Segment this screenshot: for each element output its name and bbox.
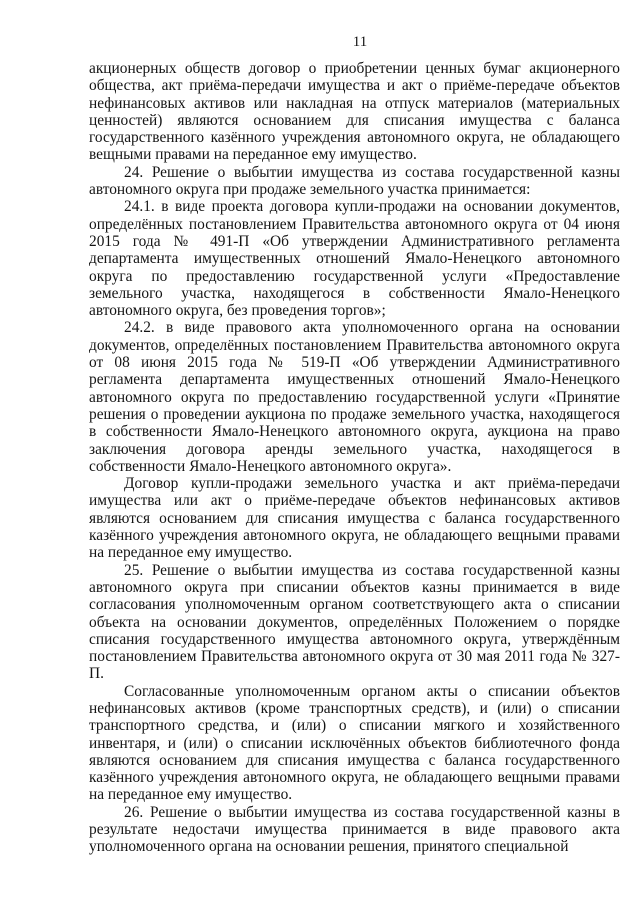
paragraph-item-24-2: 24.2. в виде правового акта уполномоченного органа на основании документов, определённых постановлением Правительства автономного округа от 08 июня 2015 года № 519-П «Об утверждении Административного регламента департамента имущественных отношений Ямало-Ненецкого автономного округа по предоставлению государственной услуги «Принятие решения о проведении аукциона по продаже земельного участка, находящегося в собственности Ямало-Ненецкого автономного округа, аукциона на право заключения договора аренды земельного участка, находящегося в собственности Ямало-Ненецкого автономного округа».	[89, 319, 620, 475]
paragraph-item-26: 26. Решение о выбытии имущества из состава государственной казны в результате недостачи имущества принимается в виде правового акта уполномоченного органа на основании решения, принятого специальной	[89, 803, 620, 856]
paragraph-continuation: акционерных обществ договор о приобретении ценных бумаг акционерного общества, акт приёма-передачи имущества и акт о приёме-передаче объектов нефинансовых активов или накладная на отпуск материалов (материальных ценностей) являются основанием для списания имущества с баланса государственного казённого учреждения автономного округа, не обладающего вещными правами на переданное ему имущество.	[89, 60, 620, 164]
document-body	[89, 60, 620, 856]
paragraph-item-25: 25. Решение о выбытии имущества из состава государственной казны автономного округа при списании объектов казны принимается в виде согласования уполномоченным органом соответствующего акта о списании объекта на основании документов, определённых Положением о порядке списания государственного имущества автономного округа, утверждённым постановлением Правительства автономного округа от 30 мая 2011 года № 327-П.	[89, 561, 620, 683]
paragraph-item-24-1: 24.1. в виде проекта договора купли-продажи на основании документов, определённых постановлением Правительства автономного округа от 04 июня 2015 года № 491-П «Об утверждении Административного регламента департамента имущественных отношений Ямало-Ненецкого автономного округа по предоставлению государственной услуги «Предоставление земельного участка, находящегося в собственности Ямало-Ненецкого автономного округа, без проведения торгов»;	[89, 198, 620, 320]
page-number: 11	[352, 34, 368, 50]
paragraph-item-24: 24. Решение о выбытии имущества из состава государственной казны автономного округа при продаже земельного участка принимается:	[89, 163, 620, 199]
paragraph-write-off-acts: Согласованные уполномоченным органом акты о списании объектов нефинансовых активов (кроме транспортных средств), и (или) о списании транспортного средства, и (или) о списании мягкого и хозяйственного инвентаря, и (или) о списании исключённых объектов библиотечного фонда являются основанием для списания имущества с баланса государственного казённого учреждения автономного округа, не обладающего вещными правами на переданное ему имущество.	[89, 682, 620, 804]
paragraph-land-sale-contract: Договор купли-продажи земельного участка и акт приёма-передачи имущества или акт о приёме-передаче объектов нефинансовых активов являются основанием для списания имущества с баланса государственного казённого учреждения автономного округа, не обладающего вещными правами на переданное ему имущество.	[89, 475, 620, 562]
